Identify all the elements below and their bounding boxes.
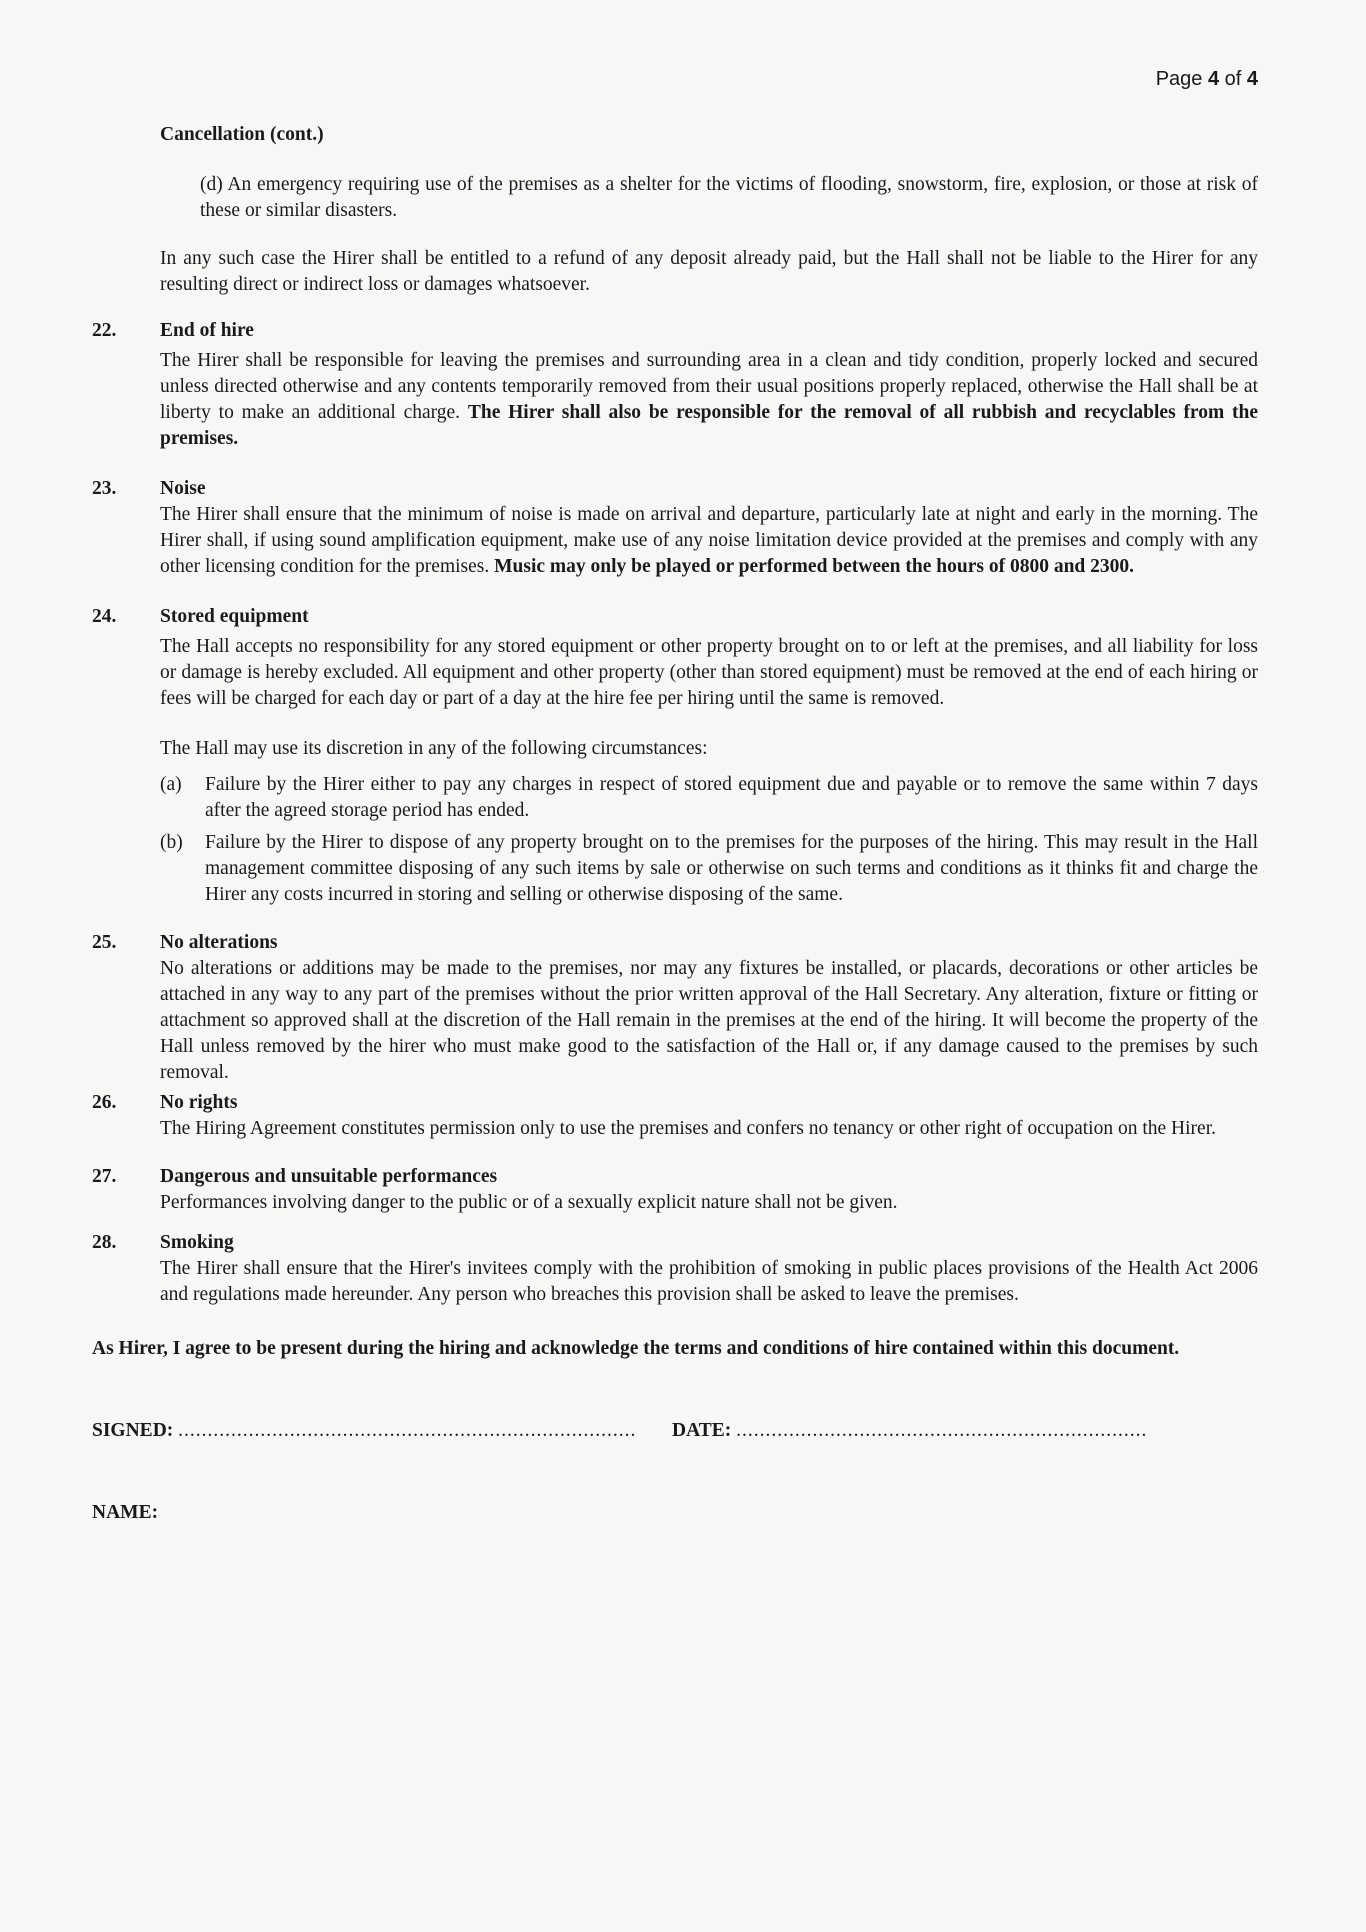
section-text: The Hirer shall be responsible for leaving the premises and surrounding area in a clean and tidy condition, properly locked and secured unless directed otherwise and any contents temporarily removed from their usual positions properly replaced, otherwise the Hall shall be at liberty to make an additional charge. The Hirer shall also be responsible for the removal of all rubbish and recyclables from the premises. <box>160 350 1259 449</box>
signature-row <box>0 1418 1366 1448</box>
section-heading: End of hire <box>160 320 254 341</box>
section-23 <box>0 476 1366 580</box>
list-item-label: (b) <box>160 832 183 853</box>
section-26 <box>0 1090 1366 1142</box>
section-text: No alterations or additions may be made to the premises, nor may any fixtures be installed, or placards, decorations or other articles be attached in any way to any part of the premises without the prior written approval of the Hall Secretary. Any alteration, fixture or fitting or attachment so approved shall at the discretion of the Hall remain in the premises at the end of the hiring. It will become the property of the Hall unless removed by the hirer who must make good to the satisfaction of the Hall or, if any damage caused to the premises by such removal. <box>160 958 1258 1083</box>
discretion-list <box>0 772 1366 908</box>
section-heading: Stored equipment <box>160 606 309 627</box>
name-label: NAME: <box>92 1502 159 1523</box>
section-bold-text: Music may only be played or performed between the hours of 0800 and 2300. <box>494 556 1135 577</box>
list-item-text: Failure by the Hirer to dispose of any property brought on to the premises for the purposes of the hiring. This may result in the Hall management committee disposing of any such items by sale or otherwise on such terms and conditions as it thinks fit and charge the Hirer any costs incurred in storing and selling or otherwise disposing of the same. <box>205 832 1258 905</box>
date-label: DATE: <box>672 1420 732 1441</box>
page-number: Page 4 of 4 <box>1155 68 1258 90</box>
section-number: 28. <box>92 1232 117 1253</box>
section-number: 26. <box>92 1092 117 1113</box>
cancellation-heading: Cancellation (cont.) <box>160 124 324 145</box>
section-28 <box>0 1230 1366 1308</box>
section-heading: Smoking <box>160 1232 234 1253</box>
list-item <box>0 830 1366 908</box>
page-total: 4 <box>1246 68 1258 90</box>
section-heading: Noise <box>160 478 206 499</box>
cancellation-item-d: (d) An emergency requiring use of the premises as a shelter for the victims of flooding, snowstorm, fire, explosion, or those at risk of these or similar disasters. <box>200 174 1258 221</box>
section-text: The Hirer shall ensure that the minimum of noise is made on arrival and departure, particularly late at night and early in the morning. The Hirer shall, if using sound amplification equipment, make use of any noise limitation device provided at the premises and comply with any other licensing condition for the premises. Music may only be played or performed between the hours of 0800 and 2300. <box>160 504 1258 577</box>
page-current: 4 <box>1207 68 1220 90</box>
section-discretion: The Hall may use its discretion in any of the following circumstances: <box>160 738 708 759</box>
section-number: 27. <box>92 1166 117 1187</box>
cancellation-section <box>0 122 1366 298</box>
section-number: 24. <box>92 606 117 627</box>
section-number: 22. <box>92 320 117 341</box>
date-line: ...................................................................... <box>736 1420 1148 1441</box>
section-heading: No rights <box>160 1092 238 1113</box>
date-field[interactable] <box>672 1418 1147 1444</box>
section-25 <box>0 930 1366 1086</box>
signed-label: SIGNED: <box>92 1420 174 1441</box>
section-text: The Hiring Agreement constitutes permission only to use the premises and confers no tenancy or other right of occupation on the Hirer. <box>160 1118 1216 1139</box>
section-heading: No alterations <box>160 932 278 953</box>
name-field[interactable] <box>0 1500 1366 1526</box>
document-body <box>0 122 1366 1526</box>
section-27 <box>0 1164 1366 1216</box>
list-item <box>0 772 1366 824</box>
signed-line: .............................................................................. <box>178 1420 637 1441</box>
section-text: The Hirer shall ensure that the Hirer's invitees comply with the prohibition of smoking in public places provisions of the Health Act 2006 and regulations made hereunder. Any person who breaches this provision shall be asked to leave the premises. <box>160 1258 1258 1305</box>
section-heading: Dangerous and unsuitable performances <box>160 1166 498 1187</box>
list-item-text: Failure by the Hirer either to pay any charges in respect of stored equipment due and payable or to remove the same within 7 days after the agreed storage period has ended. <box>205 774 1258 821</box>
section-text: Performances involving danger to the public or of a sexually explicit nature shall not be given. <box>160 1192 898 1213</box>
section-text: The Hall accepts no responsibility for any stored equipment or other property brought on to or left at the premises, and all liability for loss or damage is hereby excluded. All equipment and other property (other than stored equipment) must be removed at the end of each hiring or fees will be charged for each day or part of a day at the hire fee per hiring until the same is removed. <box>160 636 1258 709</box>
signed-field[interactable] <box>92 1418 636 1444</box>
list-item-label: (a) <box>160 774 182 795</box>
section-24 <box>0 604 1366 908</box>
section-bold-text: The Hirer shall also be responsible for the removal of all rubbish and recyclables from the premises. <box>160 402 1259 449</box>
section-number: 23. <box>92 478 117 499</box>
section-22 <box>0 318 1366 452</box>
agreement-statement: As Hirer, I agree to be present during the hiring and acknowledge the terms and conditions of hire contained within this document. <box>92 1338 1180 1359</box>
cancellation-refund-text: In any such case the Hirer shall be entitled to a refund of any deposit already paid, but the Hall shall not be liable to the Hirer for any resulting direct or indirect loss or damages whatsoever. <box>160 248 1258 295</box>
section-number: 25. <box>92 932 117 953</box>
